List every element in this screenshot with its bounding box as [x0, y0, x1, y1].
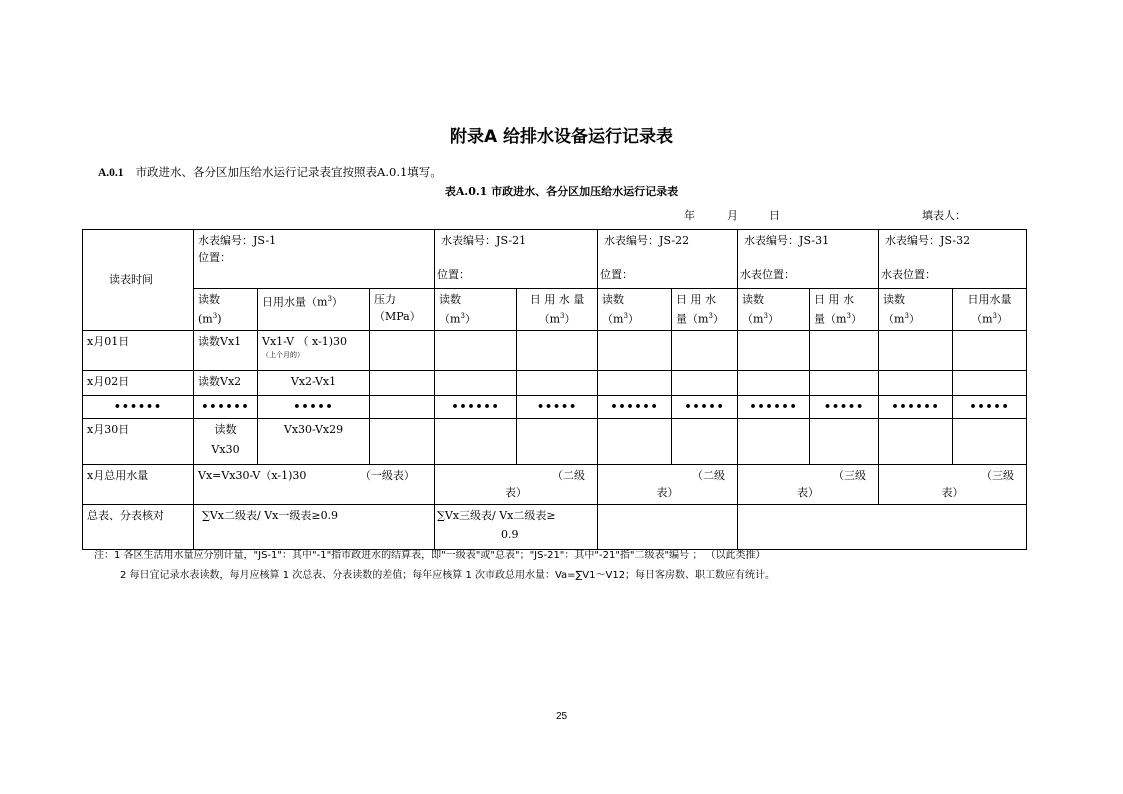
- ellipsis: ••••••: [194, 395, 258, 418]
- row-reading: 读数Vx2: [194, 370, 258, 395]
- total-level2-js22: [598, 464, 738, 504]
- ellipsis: •••••: [517, 395, 598, 418]
- empty-cell: [370, 395, 435, 418]
- check-row: [83, 504, 1027, 549]
- row-daily-note: （上个月的）: [262, 350, 304, 359]
- row-time: x月02日: [83, 370, 194, 395]
- col-daily-label: 日用水量: [967, 293, 1012, 306]
- unit-text: ）: [767, 312, 779, 326]
- unit-sup: 3: [460, 312, 465, 320]
- col-daily-unit: [814, 308, 874, 328]
- ellipsis: •••••: [953, 395, 1027, 418]
- col-pressure: [370, 289, 435, 331]
- ellipsis: ••••••: [738, 395, 810, 418]
- table-row: [83, 418, 1027, 464]
- col-reading-unit: [198, 308, 253, 328]
- check-formula-2: [435, 504, 598, 549]
- empty-cell[interactable]: [738, 370, 810, 395]
- col-daily-unit: [521, 308, 593, 328]
- unit-text: （m: [971, 312, 993, 326]
- unit-sup: 3: [560, 312, 565, 320]
- total-level3-tag: 表）: [797, 485, 820, 499]
- empty-cell[interactable]: [879, 330, 953, 370]
- col-reading: [879, 289, 953, 331]
- table-caption: 表A.0.1 市政进水、各分区加压给水运行记录表: [444, 185, 679, 198]
- empty-cell[interactable]: [598, 330, 672, 370]
- check-label: 总表、分表核对: [83, 504, 194, 549]
- date-day: 日: [769, 209, 780, 222]
- col-reading: [194, 289, 258, 331]
- empty-cell[interactable]: [435, 370, 517, 395]
- row-reading: 读数Vx1: [194, 330, 258, 370]
- unit-text: ）: [627, 312, 639, 326]
- total-level3-js31: [738, 464, 879, 504]
- total-formula: Vx=Vx30-V（x-1)30: [198, 468, 307, 482]
- total-level2-tag: 表）: [656, 485, 679, 499]
- unit-sup: 3: [327, 295, 332, 303]
- filler-label: 填表人：: [922, 209, 966, 222]
- col-reading-label: 读数: [742, 293, 765, 306]
- col-daily-label: 日 用 水: [676, 293, 717, 306]
- total-level3-tag: （三级: [833, 468, 867, 482]
- unit-sup: 3: [846, 312, 851, 320]
- row-reading: [194, 418, 258, 464]
- empty-cell[interactable]: [953, 418, 1027, 464]
- unit-text: （m: [883, 312, 905, 326]
- col-daily: [258, 289, 370, 331]
- col-daily-unit: [676, 308, 733, 328]
- col-reading: [435, 289, 517, 331]
- meter-js31-number: 水表编号：JS-31: [744, 234, 830, 247]
- empty-cell[interactable]: [598, 370, 672, 395]
- unit-text: 量（m: [814, 312, 847, 326]
- note-2: 2 每日宜记录水表读数，每月应核算 1 次总表、分表读数的差值；每年应核算 1 次市政总用水量：Va=∑V1～V12；每日客房数、职工数应有统计。: [120, 570, 776, 581]
- read-time-header: 读表时间: [83, 230, 194, 331]
- row-daily: Vx30-Vx29: [258, 418, 370, 464]
- unit-text: ）: [850, 312, 862, 326]
- unit-text: 量（m: [676, 312, 709, 326]
- unit-sup: 3: [992, 312, 997, 320]
- empty-cell[interactable]: [598, 504, 738, 549]
- page-number: 25: [555, 711, 568, 722]
- col-reading-label: 读数: [198, 293, 220, 306]
- meter-js1-number: 水表编号：JS-1: [198, 234, 277, 247]
- total-label: x月总用水量: [83, 464, 194, 504]
- col-daily-label: 日用水量（m: [262, 295, 328, 309]
- col-daily: [953, 289, 1027, 331]
- empty-cell[interactable]: [953, 370, 1027, 395]
- empty-cell[interactable]: [953, 330, 1027, 370]
- clause: [98, 164, 442, 180]
- total-level3-tag: 表）: [941, 485, 964, 499]
- col-pressure-unit: （MPa）: [374, 310, 421, 323]
- unit-text: （m: [602, 312, 624, 326]
- col-reading-unit: [439, 308, 512, 328]
- ellipsis: ••••••: [598, 395, 672, 418]
- meter-js21-position: 位置：: [437, 268, 471, 281]
- empty-cell[interactable]: [598, 418, 672, 464]
- ellipsis: •••••: [810, 395, 879, 418]
- meter-js31-header: [738, 230, 879, 289]
- unit-text: （m: [538, 312, 561, 326]
- row-daily: [258, 330, 370, 370]
- col-daily-label: 日 用 水 量: [529, 293, 585, 306]
- empty-cell[interactable]: [810, 418, 879, 464]
- unit-text: ）: [712, 312, 724, 326]
- meter-js21-number: 水表编号：JS-21: [441, 234, 527, 247]
- unit-text: ）: [331, 295, 343, 309]
- meter-js32-number: 水表编号：JS-32: [885, 234, 971, 247]
- meter-js22-position: 位置：: [600, 268, 634, 281]
- ellipsis: ••••••: [435, 395, 517, 418]
- total-level1: [194, 464, 435, 504]
- unit-text: (m: [198, 312, 213, 326]
- unit-sup: 3: [904, 312, 909, 320]
- table-row: [83, 330, 1027, 370]
- empty-cell[interactable]: [879, 418, 953, 464]
- col-reading-label: 读数: [883, 293, 906, 306]
- meter-js22-header: [598, 230, 738, 289]
- ellipsis: ••••••: [879, 395, 953, 418]
- check-formula-text: 0.9: [501, 527, 519, 541]
- meter-js22-number: 水表编号：JS-22: [604, 234, 690, 247]
- empty-cell[interactable]: [810, 370, 879, 395]
- empty-cell[interactable]: [370, 418, 435, 464]
- date-month: 月: [727, 209, 738, 222]
- unit-text: ）: [908, 312, 920, 326]
- row-time: x月01日: [83, 330, 194, 370]
- col-reading-unit: [602, 308, 667, 328]
- empty-cell[interactable]: [672, 330, 738, 370]
- ellipsis: ••••••: [83, 395, 194, 418]
- col-reading: [738, 289, 810, 331]
- empty-cell[interactable]: [435, 418, 517, 464]
- empty-cell[interactable]: [672, 370, 738, 395]
- table-header-row: [83, 230, 1027, 289]
- empty-cell[interactable]: [517, 330, 598, 370]
- total-level2-js21: [435, 464, 598, 504]
- clause-number: A.0.1: [98, 167, 124, 179]
- total-level3-js32: [879, 464, 1027, 504]
- empty-cell[interactable]: [370, 370, 435, 395]
- col-reading: [598, 289, 672, 331]
- unit-text: ): [217, 312, 222, 326]
- total-row: [83, 464, 1027, 504]
- row-daily-formula: Vx1-V （ x-1)30: [262, 334, 348, 348]
- check-formula-1: [194, 504, 435, 549]
- col-daily: [672, 289, 738, 331]
- empty-cell[interactable]: [738, 330, 810, 370]
- col-reading-label: 读数: [439, 293, 462, 306]
- total-level3-tag: （三级: [981, 468, 1015, 482]
- table-subheader-row: [83, 289, 1027, 331]
- unit-text: ）: [464, 312, 476, 326]
- unit-sup: 3: [708, 312, 713, 320]
- empty-cell[interactable]: [435, 330, 517, 370]
- col-daily-label: 日 用 水: [814, 293, 855, 306]
- ellipsis-row: [83, 395, 1027, 418]
- ellipsis: •••••: [258, 395, 370, 418]
- row-daily: Vx2-Vx1: [258, 370, 370, 395]
- unit-sup: 3: [763, 312, 768, 320]
- ellipsis: •••••: [672, 395, 738, 418]
- col-reading-unit: [883, 308, 948, 328]
- unit-text: （m: [439, 312, 461, 326]
- col-daily: [517, 289, 598, 331]
- meter-js1-position: 位置：: [198, 251, 231, 264]
- page-title: 附录A 给排水设备运行记录表: [449, 127, 674, 147]
- meter-js21-header: [435, 230, 598, 289]
- unit-text: ）: [564, 312, 576, 326]
- empty-cell[interactable]: [738, 418, 810, 464]
- row-reading-value: Vx30: [211, 442, 240, 456]
- meter-js32-header: [879, 230, 1027, 289]
- table-row: [83, 370, 1027, 395]
- empty-cell[interactable]: [672, 418, 738, 464]
- col-reading-label: 读数: [602, 293, 625, 306]
- col-reading-unit: [742, 308, 805, 328]
- col-pressure-label: 压力: [374, 293, 396, 306]
- empty-cell[interactable]: [517, 370, 598, 395]
- unit-text: ）: [996, 312, 1008, 326]
- record-table: [82, 229, 1027, 550]
- row-reading-label: 读数: [214, 422, 237, 436]
- total-level2-tag: （二级: [692, 468, 726, 482]
- empty-cell[interactable]: [810, 330, 879, 370]
- row-time: x月30日: [83, 418, 194, 464]
- empty-cell[interactable]: [738, 504, 1027, 549]
- check-formula-text: ∑Vx三级表/ Vx二级表≥: [437, 508, 556, 522]
- unit-text: （m: [742, 312, 764, 326]
- unit-sup: 3: [212, 312, 218, 320]
- total-level2-tag: （二级: [552, 468, 586, 482]
- empty-cell[interactable]: [517, 418, 598, 464]
- empty-cell[interactable]: [879, 370, 953, 395]
- note-1: 注：1 各区生活用水量应分别计量，"JS-1"：其中"-1"指市政进水的结算表，即"一级表"或"总表"；"JS-21"：其中"-21"指"二级表"编号 ； （以此类推）: [94, 550, 766, 561]
- col-daily: [810, 289, 879, 331]
- empty-cell[interactable]: [370, 330, 435, 370]
- total-level1-tag: （一级表）: [359, 468, 415, 482]
- date-year: 年: [684, 209, 695, 222]
- clause-text: 市政进水、各分区加压给水运行记录表宜按照表A.0.1填写。: [135, 165, 442, 179]
- meter-js31-position: 水表位置：: [740, 268, 796, 281]
- total-level2-tag: 表）: [505, 485, 528, 499]
- meter-js32-position: 水表位置：: [881, 268, 937, 281]
- check-formula-text: ∑Vx二级表/ Vx一级表≥0.9: [202, 508, 339, 522]
- col-daily-unit: [957, 308, 1022, 328]
- meter-js1-header: [194, 230, 435, 289]
- unit-sup: 3: [623, 312, 628, 320]
